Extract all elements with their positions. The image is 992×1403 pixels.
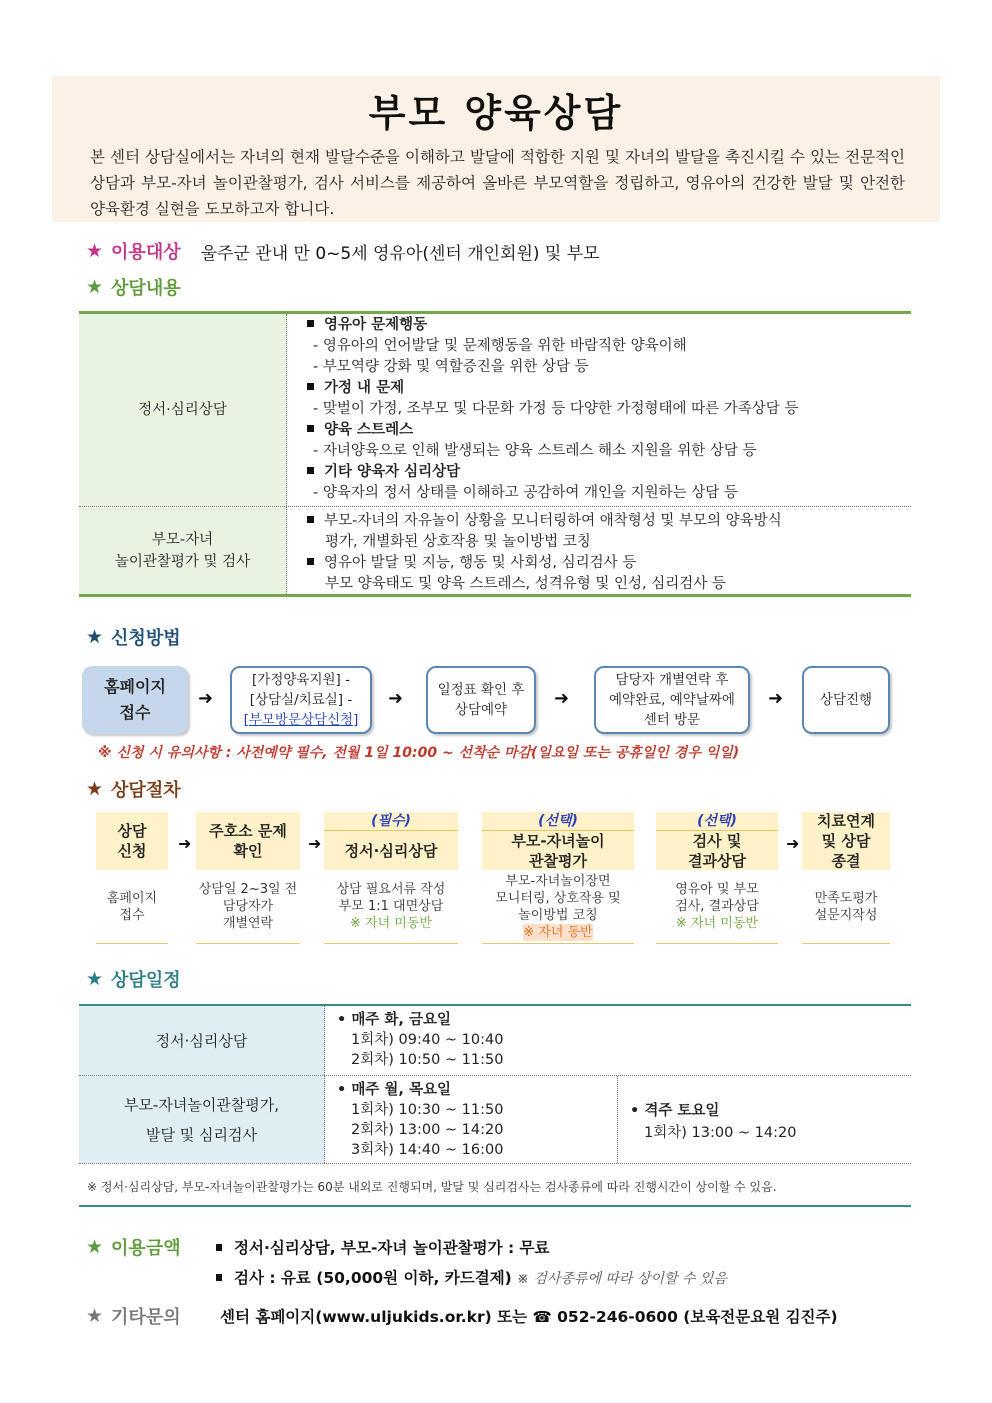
item-sub: - 양육자의 정서 상태를 이해하고 공감하여 개인을 지원하는 상담 등	[313, 485, 738, 501]
schedule-row	[79, 1006, 911, 1076]
item-sub: - 부모역량 강화 및 역할증진을 위한 상담 등	[313, 359, 589, 375]
row-title: 부모-자녀 놀이관찰평가 및 검사	[79, 507, 287, 594]
target-label: 이용대상	[111, 242, 181, 263]
star-icon: ★	[86, 1236, 104, 1258]
item-sub: - 맞벌이 가정, 조부모 및 다문화 가정 등 다양한 가정형태에 따른 가족상담 등	[313, 401, 799, 417]
item-line: 평가, 개별화된 상호작용 및 놀이방법 코칭	[325, 534, 591, 550]
star-icon: ★	[86, 276, 104, 298]
item-head: 가정 내 문제	[307, 378, 911, 399]
procedure-step: (선택) 부모-자녀놀이 관찰평가 부모-자녀놀이장면 모니터링, 상호작용 및 놀이방법 코칭 ※ 자녀 동반	[482, 812, 634, 944]
schedule-times: • 매주 월, 목요일 1회차) 10:30 ~ 11:50 2회차) 13:00 ~ 14:20 3회차) 14:40 ~ 16:00	[337, 1082, 504, 1158]
square-bullet-icon	[307, 516, 314, 523]
header-box	[52, 76, 940, 222]
arrow-icon: ➜	[388, 688, 404, 709]
procedure-step: (선택) 검사 및 결과상담 영유아 및 부모 검사, 결과상담 ※ 자녀 미동반	[656, 812, 778, 944]
schedule-row-title: 부모-자녀놀이관찰평가, 발달 및 심리검사	[79, 1076, 325, 1163]
arrow-icon: ➜	[308, 834, 322, 853]
schedule-row-title: 정서·심리상담	[79, 1006, 325, 1075]
star-icon: ★	[86, 778, 104, 800]
fee-label: 이용금액	[111, 1238, 181, 1259]
inquiry-value: 센터 홈페이지(www.uljukids.or.kr) 또는 ☎ 052-246-0600 (보육전문요원 김진주)	[220, 1308, 838, 1326]
arrow-icon: ➜	[786, 834, 800, 853]
inquiry-label: 기타문의	[111, 1307, 181, 1328]
item-sub: - 자녀양육으로 인해 발생되는 양육 스트레스 해소 지원을 위한 상담 등	[313, 443, 757, 459]
content-table	[79, 311, 911, 597]
item-head: 양육 스트레스	[307, 420, 911, 441]
fee-line: 정서·심리상담, 부모-자녀 놀이관찰평가 : 무료	[216, 1236, 550, 1258]
flow-step: 상담진행	[802, 666, 890, 734]
content-section	[86, 274, 181, 300]
schedule-row	[79, 1076, 911, 1164]
fee-section	[86, 1234, 181, 1260]
content-row	[79, 314, 911, 506]
procedure-label: 상담절차	[111, 780, 181, 801]
square-bullet-icon	[307, 383, 314, 390]
item-sub: - 영유아의 언어발달 및 문제행동을 위한 바람직한 양육이해	[313, 338, 687, 354]
schedule-note: ※ 정서·심리상담, 부모-자녀놀이관찰평가는 60분 내외로 진행되며, 발달 및 심리검사는 검사종류에 따라 진행시간이 상이할 수 있음.	[79, 1164, 911, 1207]
apply-section	[86, 624, 181, 650]
flow-step: 담당자 개별연락 후 예약완료, 예약날짜에 센터 방문	[594, 666, 750, 734]
content-label: 상담내용	[111, 278, 181, 299]
target-section	[86, 238, 600, 264]
schedule-label: 상담일정	[111, 970, 181, 991]
procedure-flow	[96, 812, 896, 948]
intro-text: 본 센터 상담실에서는 자녀의 현재 발달수준을 이해하고 발달에 적합한 지원 및 자녀의 발달을 촉진시킬 수 있는 전문적인 상담과 부모-자녀 놀이관찰평가, 검사 서비스를 제공하여 올바른 부모역할을 정립하고, 영유아의 건강한 발달 및 안전한 양육환경 실현을 도모하고자 합니다.	[90, 148, 905, 218]
flow-step: 홈페이지 접수	[82, 666, 188, 734]
square-bullet-icon	[307, 320, 314, 327]
star-icon: ★	[86, 1305, 104, 1327]
flow-step: 일정표 확인 후 상담예약	[426, 666, 536, 734]
content-row	[79, 506, 911, 594]
arrow-icon: ➜	[178, 834, 192, 853]
apply-label: 신청방법	[111, 628, 181, 649]
square-bullet-icon	[216, 1274, 222, 1281]
star-icon: ★	[86, 626, 104, 648]
star-icon: ★	[86, 968, 104, 990]
arrow-icon: ➜	[554, 688, 570, 709]
procedure-section	[86, 776, 181, 802]
page-title: 부모 양육상담	[368, 91, 624, 135]
item-head: 기타 양육자 심리상담	[307, 462, 911, 483]
arrow-icon: ➜	[768, 688, 784, 709]
item-line: 부모-자녀의 자유놀이 상황을 모니터링하여 애착형성 및 부모의 양육방식	[307, 511, 911, 532]
row-body	[287, 314, 911, 506]
flow-step: [가정양육지원] - [상담실/치료실] - [부모방문상담신청]	[230, 666, 372, 734]
schedule-section	[86, 966, 181, 992]
row-title: 정서·심리상담	[79, 314, 287, 506]
procedure-step: 치료연계 및 상담 종결 만족도평가 설문지작성	[802, 812, 890, 944]
apply-link[interactable]: [부모방문상담신청]	[243, 712, 359, 728]
item-line: 영유아 발달 및 지능, 행동 및 사회성, 심리검사 등	[307, 553, 911, 574]
item-head: 영유아 문제행동	[307, 315, 911, 336]
procedure-step: (필수) 정서·심리상담 상담 필요서류 작성 부모 1:1 대면상담 ※ 자녀 미동반	[324, 812, 458, 944]
target-value: 울주군 관내 만 0~5세 영유아(센터 개인회원) 및 부모	[200, 243, 600, 264]
schedule-saturday: • 격주 토요일 1회차) 13:00 ~ 14:20	[617, 1076, 911, 1163]
arrow-icon: ➜	[198, 688, 214, 709]
schedule-times: • 매주 화, 금요일 1회차) 09:40 ~ 10:40 2회차) 10:50 ~ 11:50	[337, 1012, 504, 1068]
square-bullet-icon	[216, 1244, 222, 1251]
schedule-table	[79, 1004, 911, 1164]
fee-line: 검사 : 유료 (50,000원 이하, 카드결제) ※ 검사종류에 따라 상이할 수 있음	[216, 1266, 727, 1288]
square-bullet-icon	[307, 467, 314, 474]
star-icon: ★	[86, 240, 104, 262]
apply-notice: ※ 신청 시 유의사항 : 사전예약 필수, 전월 1일 10:00 ~ 선착순 마감(일요일 또는 공휴일인 경우 익일)	[98, 745, 740, 761]
procedure-step: 상담 신청 홈페이지 접수	[96, 812, 168, 944]
item-line: 부모 양육태도 및 양육 스트레스, 성격유형 및 인성, 심리검사 등	[325, 576, 726, 592]
procedure-step: 주호소 문제 확인 상담일 2~3일 전 담당자가 개별연락	[196, 812, 300, 944]
square-bullet-icon	[307, 425, 314, 432]
row-body	[287, 507, 911, 594]
inquiry-section	[86, 1303, 181, 1329]
square-bullet-icon	[307, 558, 314, 565]
